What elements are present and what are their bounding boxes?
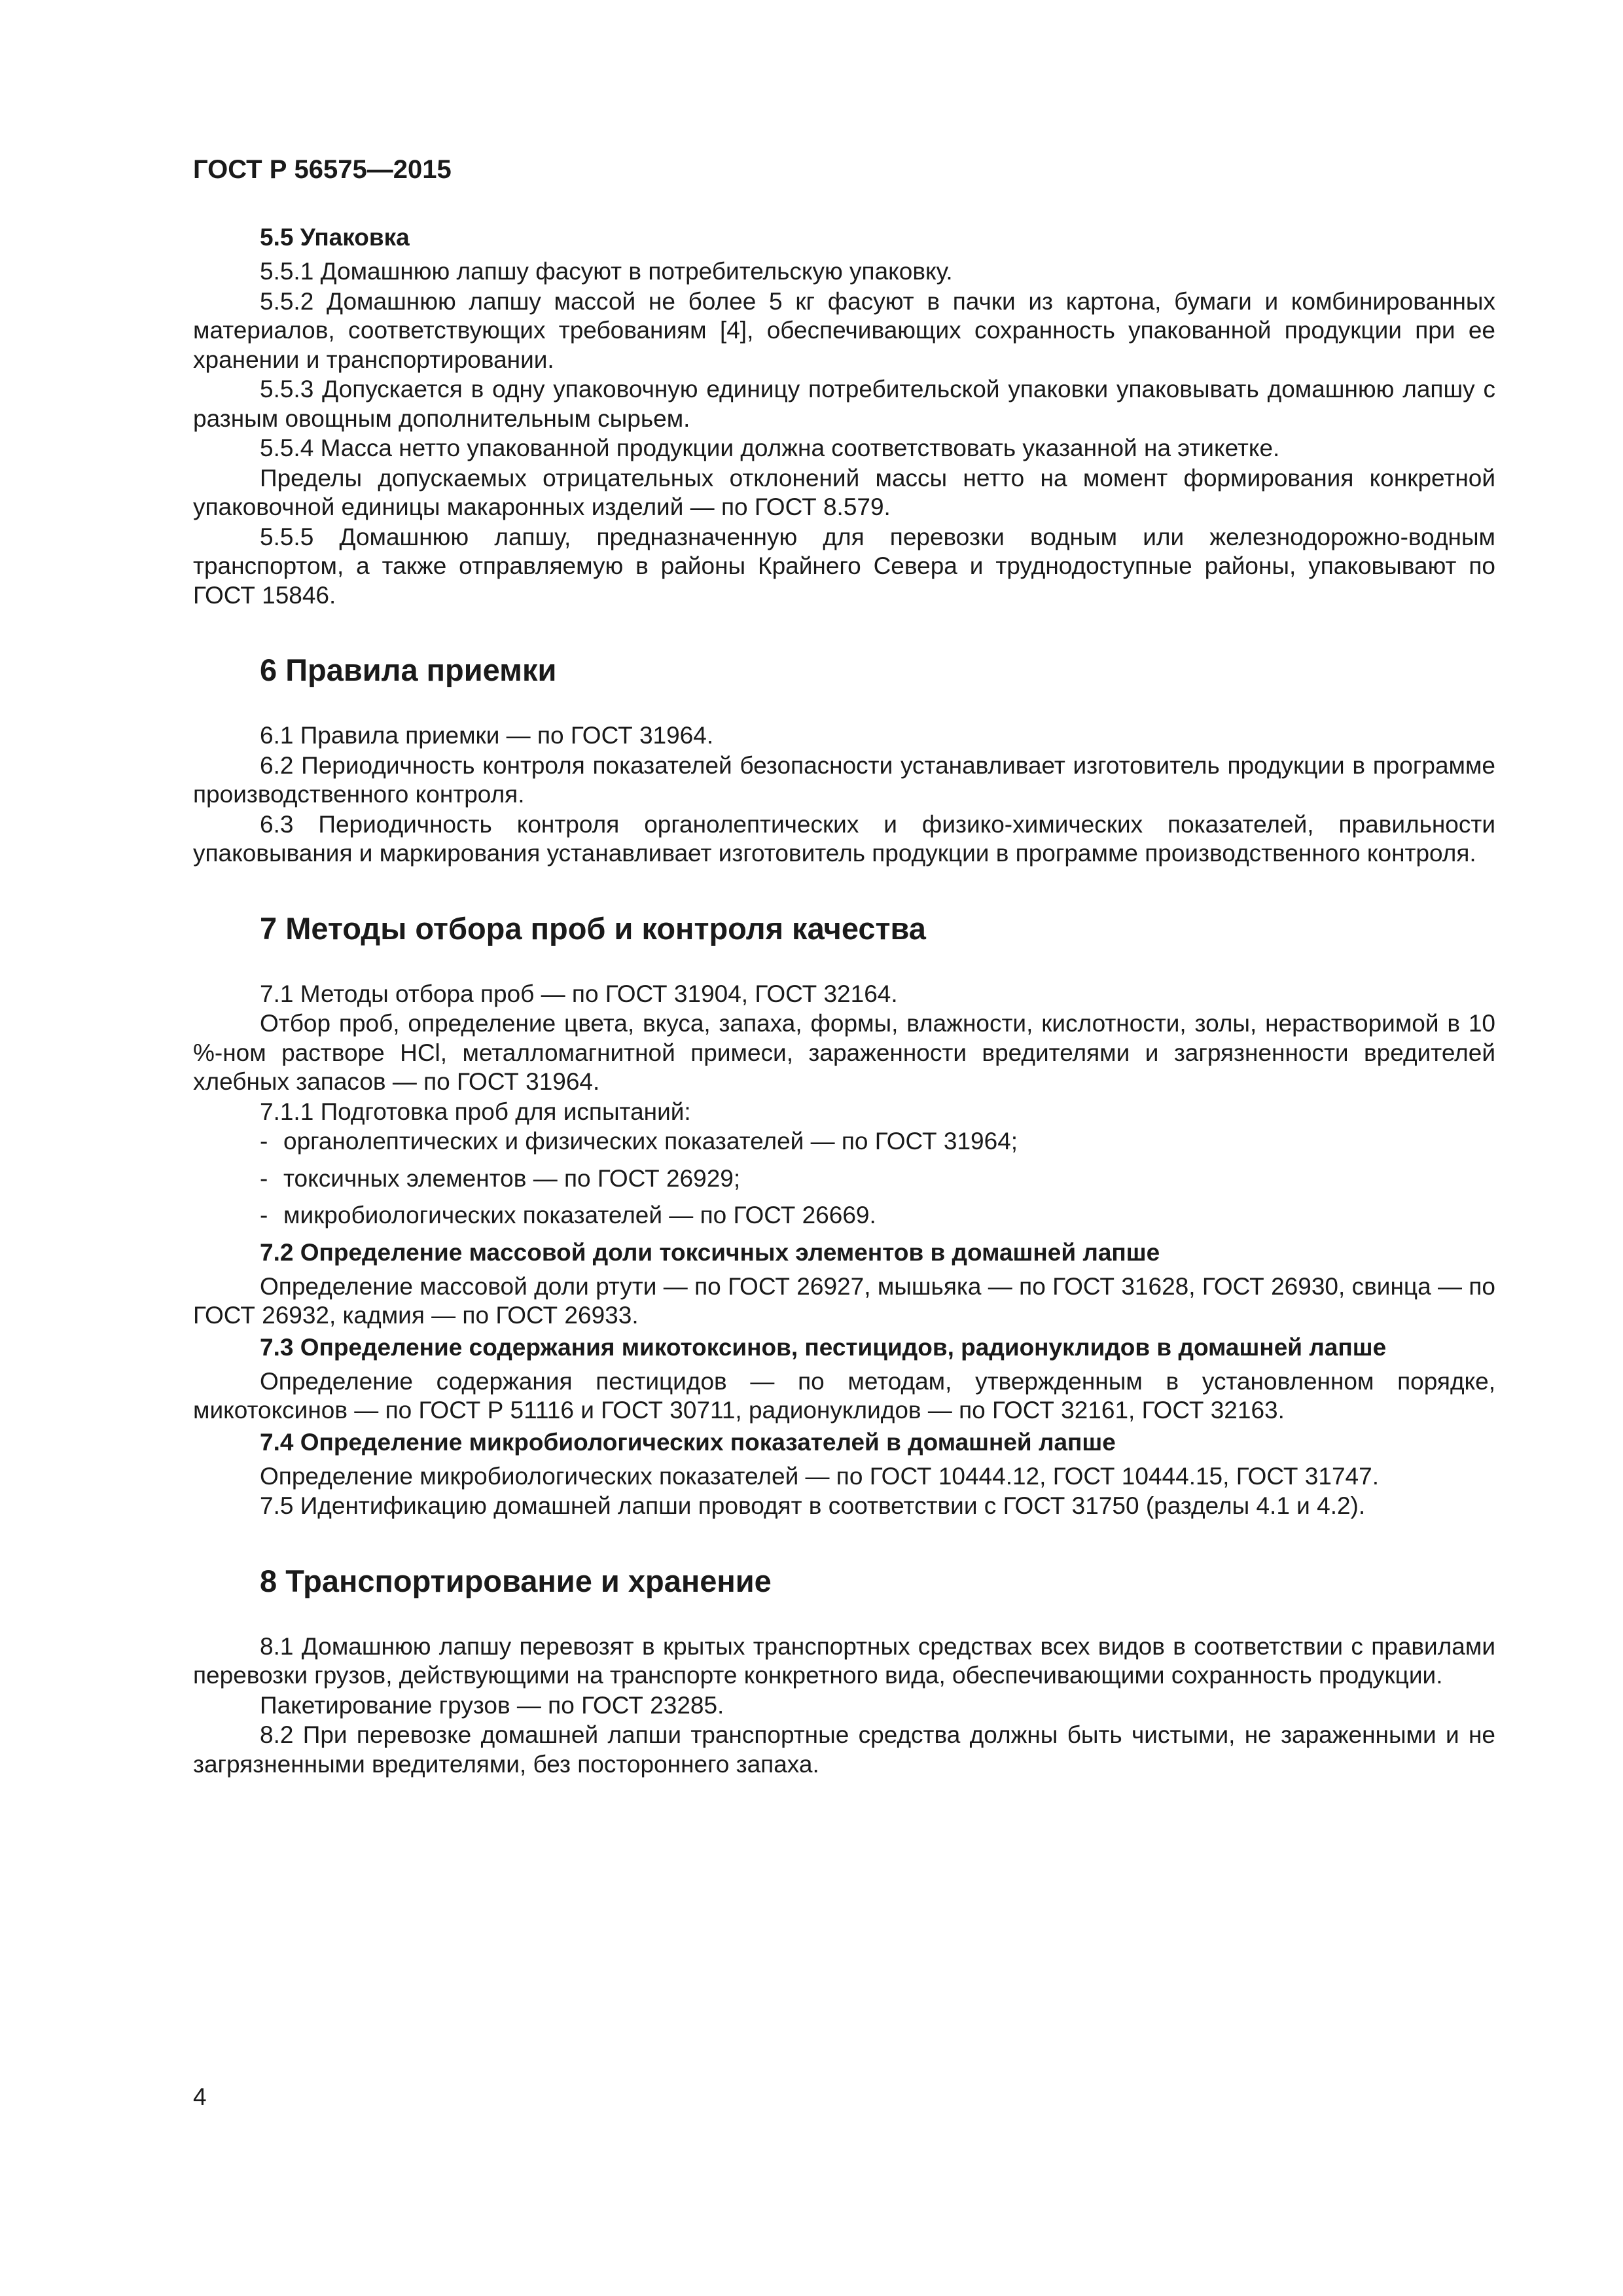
paragraph-7-1-1: 7.1.1 Подготовка проб для испытаний: bbox=[260, 1098, 691, 1125]
subsection-heading-7-2: 7.2 Определение массовой доли токсичных элементов в домашней лапше bbox=[260, 1238, 1160, 1266]
document-page bbox=[193, 154, 1495, 1780]
section-8 bbox=[193, 1563, 1495, 1780]
section-heading-7: 7 Методы отбора проб и контроля качества bbox=[260, 910, 926, 946]
paragraph-6-3: 6.3 Периодичность контроля органолептических и физико-химических показателей, правильности упаковывания и маркирования устанавливает изготовитель продукции в программе производственного контроля. bbox=[193, 810, 1495, 867]
paragraph-7-4: Определение микробиологических показателей — по ГОСТ 10444.12, ГОСТ 10444.15, ГОСТ 31747. bbox=[260, 1462, 1379, 1490]
section-7 bbox=[193, 910, 1495, 1521]
list-item bbox=[193, 1127, 1495, 1157]
paragraph-6-1: 6.1 Правила приемки — по ГОСТ 31964. bbox=[260, 722, 714, 749]
paragraph-7-3: Определение содержания пестицидов — по методам, утвержденным в установленном порядке, микотоксинов — по ГОСТ Р 51116 и ГОСТ 30711, радионуклидов — по ГОСТ 32161, ГОСТ 32163. bbox=[193, 1367, 1495, 1424]
section-5-5 bbox=[193, 223, 1495, 610]
paragraph-cargo-packaging: Пакетирование грузов — по ГОСТ 23285. bbox=[260, 1691, 724, 1719]
paragraph-8-1: 8.1 Домашнюю лапшу перевозят в крытых транспортных средствах всех видов в соответствии с правилами перевозки грузов, действующими на транспорте конкретного вида, обеспечивающими сохранность продукции. bbox=[193, 1632, 1495, 1689]
paragraph-7-2: Определение массовой доли ртути — по ГОСТ 26927, мышьяка — по ГОСТ 31628, ГОСТ 26930, свинца — по ГОСТ 26932, кадмия — по ГОСТ 26933. bbox=[193, 1272, 1495, 1329]
list-marker: - bbox=[260, 1202, 268, 1229]
list-item-text: органолептических и физических показателей — по ГОСТ 31964; bbox=[283, 1128, 1018, 1155]
sample-preparation-list bbox=[193, 1127, 1495, 1230]
subsection-heading-5-5: 5.5 Упаковка bbox=[260, 224, 410, 251]
subsection-heading-7-3: 7.3 Определение содержания микотоксинов, пестицидов, радионуклидов в домашней лапше bbox=[260, 1333, 1387, 1361]
document-header: ГОСТ Р 56575—2015 bbox=[193, 155, 452, 184]
section-6 bbox=[193, 652, 1495, 869]
list-item-text: микробиологических показателей — по ГОСТ 26669. bbox=[283, 1202, 876, 1229]
paragraph-7-5: 7.5 Идентификацию домашней лапши проводят в соответствии с ГОСТ 31750 (разделы 4.1 и 4.2). bbox=[260, 1492, 1366, 1519]
paragraph-sampling: Отбор проб, определение цвета, вкуса, запаха, формы, влажности, кислотности, золы, нерастворимой в 10 %-ном растворе HCl, металломагнитной примеси, зараженности вредителями и загрязненности вредителей хлебных запасов — по ГОСТ 31964. bbox=[193, 1010, 1495, 1095]
paragraph-6-2: 6.2 Периодичность контроля показателей безопасности устанавливает изготовитель продукции в программе производственного контроля. bbox=[193, 751, 1495, 808]
paragraph-5-5-3: 5.5.3 Допускается в одну упаковочную единицу потребительской упаковки упаковывать домашнюю лапшу с разным овощным дополнительным сырьем. bbox=[193, 376, 1495, 432]
paragraph-8-2: 8.2 При перевозке домашней лапши транспортные средства должны быть чистыми, не зараженными и не загрязненными вредителями, без постороннего запаха. bbox=[193, 1721, 1495, 1778]
section-heading-8: 8 Транспортирование и хранение bbox=[260, 1563, 772, 1598]
list-marker: - bbox=[260, 1164, 268, 1192]
list-marker: - bbox=[260, 1128, 268, 1155]
paragraph-5-5-4: 5.5.4 Масса нетто упакованной продукции должна соответствовать указанной на этикетке. bbox=[260, 435, 1280, 461]
list-item bbox=[193, 1164, 1495, 1194]
page-number: 4 bbox=[193, 2083, 207, 2110]
paragraph-7-1: 7.1 Методы отбора проб — по ГОСТ 31904, ГОСТ 32164. bbox=[260, 980, 898, 1007]
paragraph-5-5-5: 5.5.5 Домашнюю лапшу, предназначенную для перевозки водным или железнодорожно-водным транспортом, а также отправляемую в районы Крайнего Севера и труднодоступные районы, упаковывают по ГОСТ 15846. bbox=[193, 523, 1495, 609]
section-heading-6: 6 Правила приемки bbox=[260, 653, 557, 687]
list-item bbox=[193, 1201, 1495, 1230]
paragraph-net-mass-limits: Пределы допускаемых отрицательных отклонений массы нетто на момент формирования конкретной упаковочной единицы макаронных изделий — по ГОСТ 8.579. bbox=[193, 464, 1495, 520]
list-item-text: токсичных элементов — по ГОСТ 26929; bbox=[283, 1164, 741, 1192]
subsection-heading-7-4: 7.4 Определение микробиологических показателей в домашней лапше bbox=[260, 1428, 1116, 1456]
paragraph-5-5-1: 5.5.1 Домашнюю лапшу фасуют в потребительскую упаковку. bbox=[260, 258, 953, 285]
paragraph-5-5-2: 5.5.2 Домашнюю лапшу массой не более 5 кг фасуют в пачки из картона, бумаги и комбинированных материалов, соответствующих требованиям [4], обеспечивающих сохранность упакованной продукции при ее хранении и транспортировании. bbox=[193, 287, 1495, 373]
